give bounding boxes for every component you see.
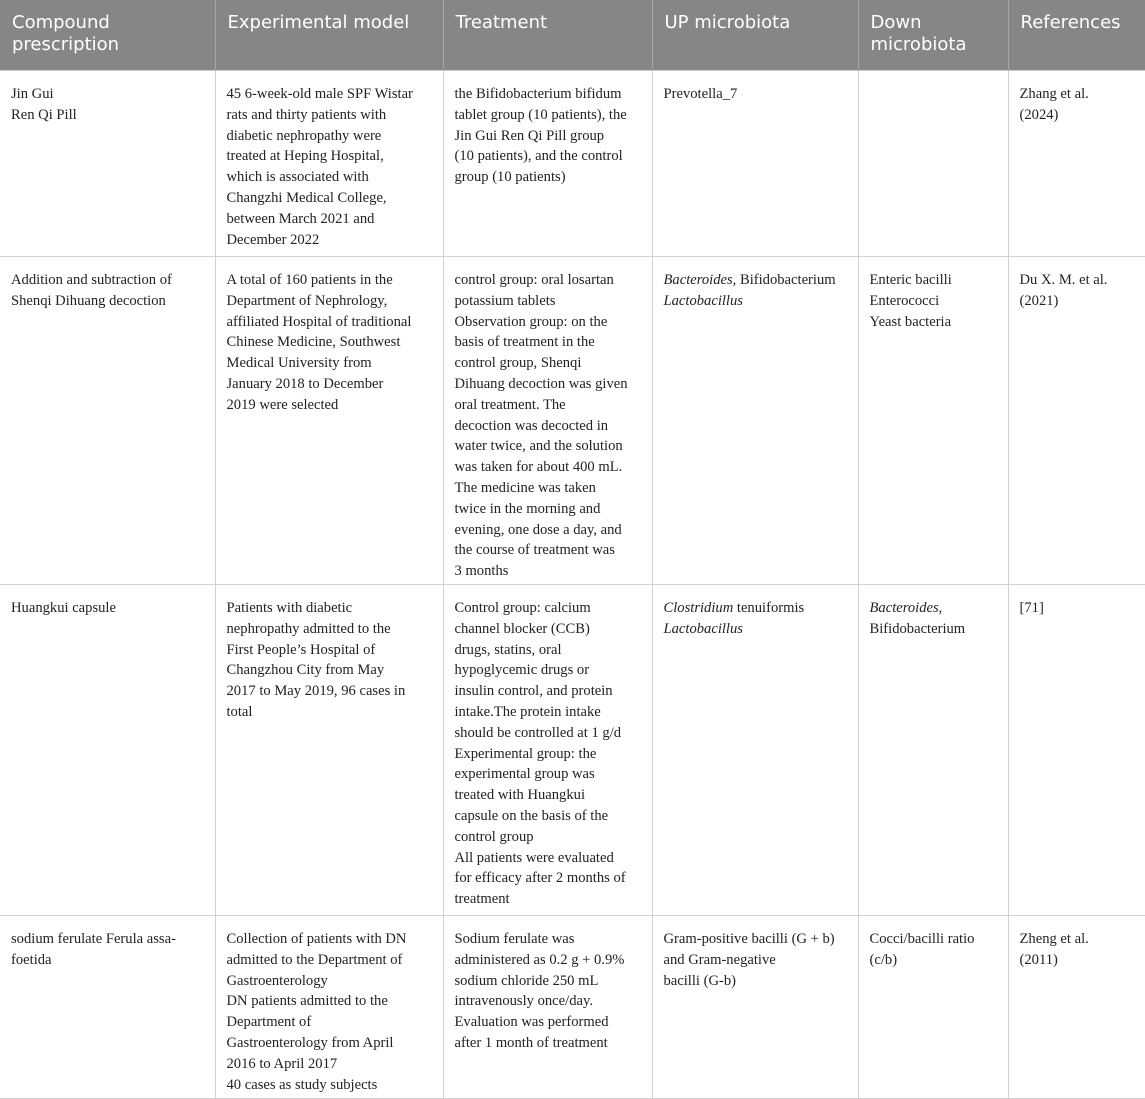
header-text: References [1020, 12, 1121, 33]
cell-line: (2021) [1019, 292, 1059, 309]
cell-line: First People’s Hospital of [226, 641, 376, 658]
cell-line: bacilli (G-b) [663, 972, 737, 989]
cell-references [1008, 916, 1145, 1099]
cell-line: Ren Qi Pill [11, 106, 77, 123]
cell-line: total [226, 703, 253, 720]
cell-line: 2017 to May 2019, 96 cases in [226, 683, 406, 700]
cell-line: admitted to the Department of [226, 951, 403, 968]
cell-line: group (10 patients) [454, 169, 566, 186]
cell-references [1008, 585, 1145, 916]
cell-line: affiliated Hospital of traditional [226, 313, 412, 330]
cell-line: (2011) [1019, 951, 1058, 968]
cell-line: Huangkui capsule [11, 600, 116, 616]
cell-line: should be controlled at 1 g/d [454, 724, 622, 741]
header-text: Compound [12, 12, 110, 33]
cell-compound-prescription [0, 585, 215, 916]
cell-line: treated at Heping Hospital, [226, 148, 384, 165]
text-segment: tenuiformis [733, 600, 805, 616]
cell-experimental-model [215, 71, 443, 257]
cell-line: Gastroenterology [226, 972, 328, 989]
cell-line: Enteric bacilli [869, 272, 952, 288]
cell-line: diabetic nephropathy were [226, 127, 382, 144]
cell-line: hypoglycemic drugs or [454, 662, 590, 679]
cell-line: Department of Nephrology, [226, 292, 388, 309]
cell-line: rats and thirty patients with [226, 106, 387, 123]
cell-line: treated with Huangkui [454, 787, 585, 804]
italic-taxon: Clostridium [663, 600, 734, 616]
header-row [0, 0, 1145, 71]
header-text: Down [870, 12, 922, 33]
cell-up-microbiota [652, 585, 858, 916]
cell-line [664, 291, 846, 312]
table-row [0, 585, 1145, 916]
cell-up-microbiota [652, 257, 858, 585]
cell-line: (2024) [1019, 106, 1059, 123]
cell-line: (10 patients), and the control [454, 148, 623, 165]
cell-line: Yeast bacteria [869, 313, 952, 330]
header-experimental-model [215, 0, 443, 71]
header-text: prescription [12, 34, 120, 55]
table-row [0, 71, 1145, 257]
cell-line: Addition and subtraction of [11, 272, 172, 288]
cell-down-microbiota [858, 916, 1008, 1099]
cell-line: Prevotella_7 [663, 86, 738, 102]
cell-line: administered as 0.2 g + 0.9% [454, 951, 625, 968]
cell-line: between March 2021 and [226, 210, 375, 227]
cell-line: Bifidobacterium [869, 620, 966, 637]
cell-line: sodium ferulate Ferula assa- [11, 931, 176, 947]
cell-experimental-model [215, 257, 443, 585]
cell-line: insulin control, and protein [454, 683, 613, 700]
cell-experimental-model [215, 585, 443, 916]
cell-line: All patients were evaluated [454, 849, 614, 866]
cell-line: [71] [1019, 600, 1044, 616]
header-text: UP microbiota [664, 12, 791, 33]
cell-line: 45 6-week-old male SPF Wistar [226, 86, 413, 102]
italic-taxon: Bacteroides [869, 600, 939, 616]
cell-line: Enterococci [869, 292, 940, 309]
cell-line: tablet group (10 patients), the [454, 106, 627, 123]
cell-line: which is associated with [226, 169, 369, 186]
cell-references [1008, 71, 1145, 257]
cell-line: basis of treatment in the [454, 334, 595, 351]
cell-line: Jin Gui Ren Qi Pill group [454, 127, 605, 144]
cell-line: intravenously once/day. [454, 993, 593, 1010]
cell-treatment [443, 257, 652, 585]
cell-line: decoction was decocted in [454, 417, 609, 434]
cell-line: January 2018 to December [226, 375, 384, 392]
cell-line: Shenqi Dihuang decoction [11, 292, 166, 309]
cell-line: intake.The protein intake [454, 703, 601, 720]
cell-down-microbiota [858, 257, 1008, 585]
cell-line [664, 598, 846, 619]
cell-line: was taken for about 400 mL. [454, 459, 623, 476]
header-compound-prescription [0, 0, 215, 71]
cell-line: foetida [11, 951, 52, 968]
cell-line [664, 270, 846, 291]
cell-down-microbiota [858, 71, 1008, 257]
cell-line: and Gram-negative [663, 951, 776, 968]
cell-line: experimental group was [454, 766, 595, 783]
italic-taxon: Lactobacillus [663, 292, 743, 309]
cell-line: the Bifidobacterium bifidum [454, 86, 622, 102]
cell-line: Du X. M. et al. [1019, 272, 1108, 288]
cell-line: Patients with diabetic [226, 600, 353, 616]
cell-line: Sodium ferulate was [454, 931, 575, 947]
cell-line: Experimental group: the [454, 745, 597, 762]
cell-line: Dihuang decoction was given [454, 375, 628, 392]
cell-line: Evaluation was performed [454, 1014, 609, 1031]
cell-line: (c/b) [869, 951, 898, 968]
cell-line: twice in the morning and [454, 500, 601, 517]
cell-line: Cocci/bacilli ratio [869, 931, 975, 947]
header-text: microbiota [870, 34, 967, 55]
header-treatment [443, 0, 652, 71]
cell-line [664, 619, 846, 640]
cell-up-microbiota [652, 71, 858, 257]
cell-line: Changzhou City from May [226, 662, 385, 679]
cell-line: channel blocker (CCB) [454, 620, 590, 637]
cell-line: 3 months [454, 563, 509, 580]
cell-line: water twice, and the solution [454, 438, 623, 455]
cell-line: December 2022 [226, 231, 320, 248]
cell-line: control group: oral losartan [454, 272, 614, 288]
cell-line: DN patients admitted to the [226, 993, 388, 1010]
cell-line: A total of 160 patients in the [226, 272, 393, 288]
cell-line: Department of [226, 1014, 312, 1031]
cell-line: 2016 to April 2017 [226, 1055, 338, 1072]
cell-line: 40 cases as study subjects [226, 1076, 378, 1093]
cell-line: Gram-positive bacilli (G + b) [663, 931, 835, 947]
header-up-microbiota [652, 0, 858, 71]
cell-up-microbiota [652, 916, 858, 1099]
text-segment: , Bifidobacterium [732, 272, 836, 288]
cell-line [870, 598, 996, 619]
cell-line: 2019 were selected [226, 396, 339, 413]
cell-line: Observation group: on the [454, 313, 608, 330]
cell-treatment [443, 71, 652, 257]
cell-treatment [443, 916, 652, 1099]
cell-line: Zheng et al. [1019, 931, 1089, 947]
cell-line: capsule on the basis of the [454, 807, 609, 824]
cell-references [1008, 257, 1145, 585]
cell-compound-prescription [0, 257, 215, 585]
cell-line: nephropathy admitted to the [226, 620, 391, 637]
cell-down-microbiota [858, 585, 1008, 916]
cell-treatment [443, 585, 652, 916]
cell-line: Jin Gui [11, 86, 54, 102]
cell-line: control group, Shenqi [454, 355, 582, 372]
text-segment: , [938, 600, 943, 616]
cell-line: after 1 month of treatment [454, 1034, 608, 1051]
cell-line: drugs, statins, oral [454, 641, 562, 658]
cell-line: Chinese Medicine, Southwest [226, 334, 401, 351]
header-references [1008, 0, 1145, 71]
cell-line: The medicine was taken [454, 479, 596, 496]
cell-line: Changzhi Medical College, [226, 189, 387, 206]
header-text: Treatment [455, 12, 548, 33]
cell-line: Zhang et al. [1019, 86, 1089, 102]
cell-line: the course of treatment was [454, 542, 615, 559]
cell-experimental-model [215, 916, 443, 1099]
cell-line: Collection of patients with DN [226, 931, 407, 947]
header-text: Experimental model [227, 12, 410, 33]
cell-line: for efficacy after 2 months of [454, 870, 626, 887]
cell-compound-prescription [0, 916, 215, 1099]
cell-line: control group [454, 828, 534, 845]
cell-line: Medical University from [226, 355, 372, 372]
table-row [0, 257, 1145, 585]
italic-taxon: Bacteroides [663, 272, 733, 288]
cell-line: potassium tablets [454, 292, 556, 309]
cell-line: Gastroenterology from April [226, 1034, 394, 1051]
cell-line: evening, one dose a day, and [454, 521, 622, 538]
table-row [0, 916, 1145, 1099]
italic-taxon: Lactobacillus [663, 620, 743, 637]
cell-line: treatment [454, 891, 510, 908]
cell-line: sodium chloride 250 mL [454, 972, 599, 989]
header-down-microbiota [858, 0, 1008, 71]
cell-line: oral treatment. The [454, 396, 566, 413]
cell-compound-prescription [0, 71, 215, 257]
cell-line: Control group: calcium [454, 600, 591, 616]
